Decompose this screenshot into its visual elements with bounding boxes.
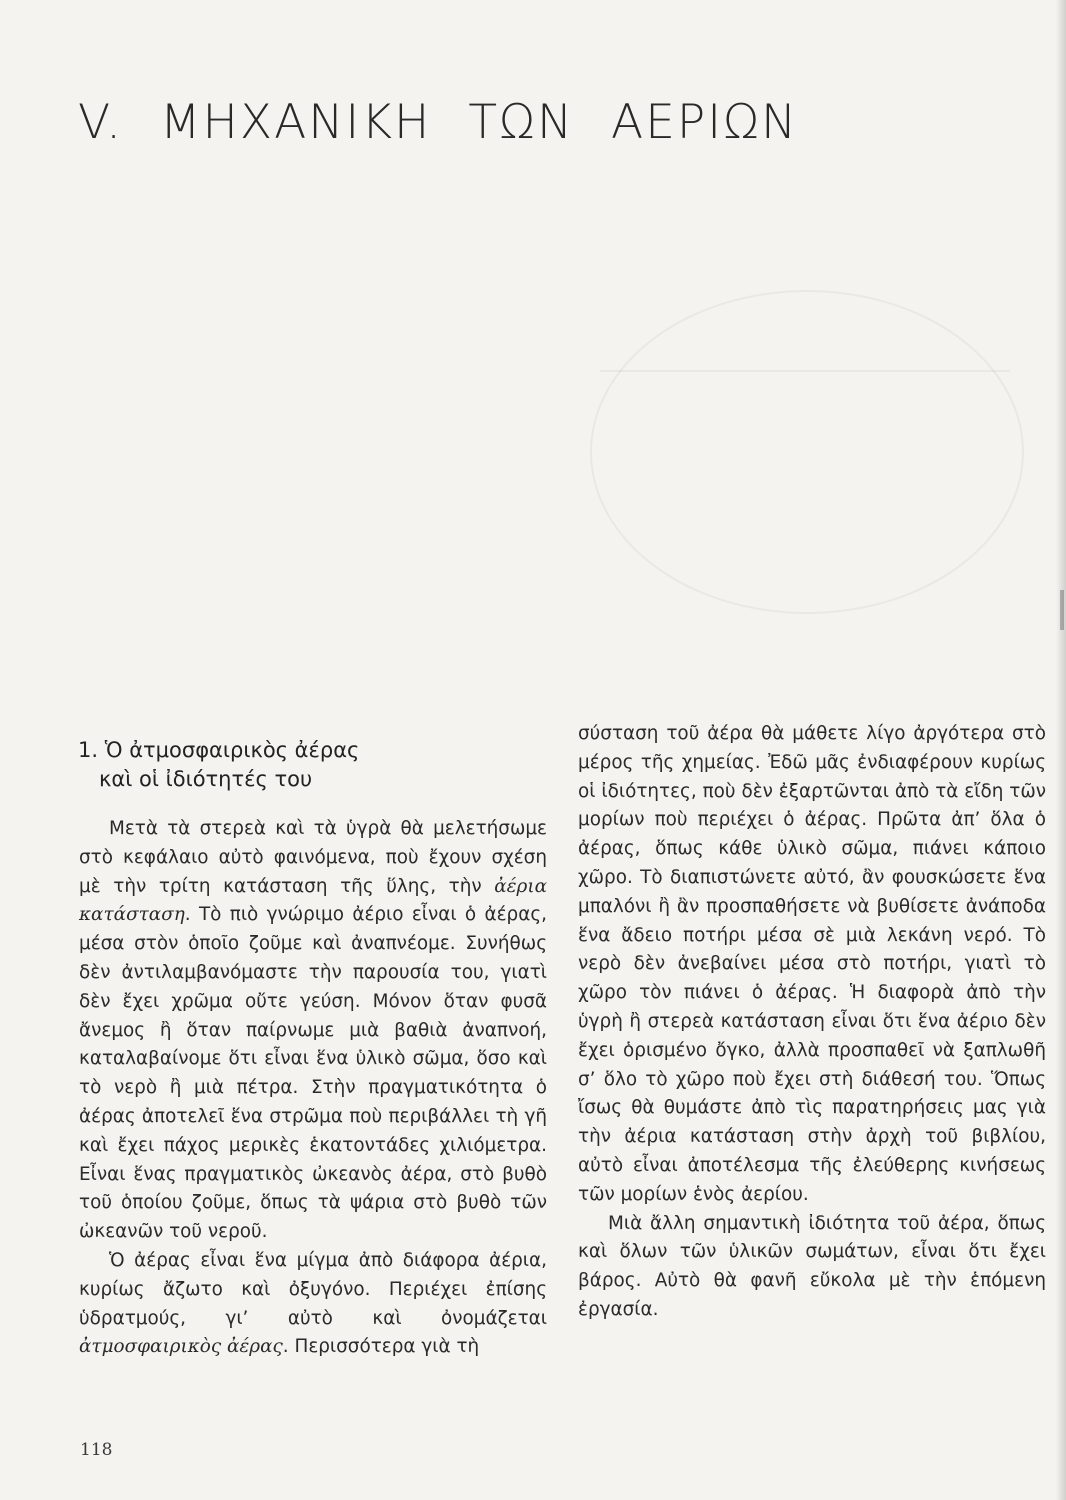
left-p2-text-a: Ὁ ἀέρας εἶναι ἕνα μίγμα ἀπὸ διάφορα ἀέρια, κυρίως ἄζωτο καὶ ὀξυγόνο. Περιέχει ἐπίσης ὑδρατμούς, γι’ αὐτὸ καὶ ὀνομάζεται	[79, 1249, 547, 1329]
term-atmosfairikos-aeras: ἀτμοσφαιρικὸς ἀέρας	[79, 1336, 283, 1358]
section-heading	[78, 736, 548, 794]
left-paragraph-2	[79, 1247, 547, 1362]
left-p1-text-b: . Τὸ πιὸ γνώριμο ἀέριο εἶναι ὁ ἀέρας, μέσα στὸν ὁποῖο ζοῦμε καὶ ἀναπνέομε. Συνήθως δὲν ἀντιλαμβανόμαστε τὴν παρουσία του, γιατὶ δὲν ἔχει χρῶμα οὔτε γεύση. Μόνον ὅταν φυσᾶ ἄνεμος ἢ ὅταν παίρνωμε μιὰ βαθιὰ ἀναπνοή, καταλαβαίνομε ὅτι εἶναι ἕνα ὑλικὸ σῶμα, ὅσο καὶ τὸ νερὸ ἢ μιὰ πέτρα. Στὴν πραγματικότητα ὁ ἀέρας ἀποτελεῖ ἕνα στρῶμα ποὺ περιβάλλει τὴ γῆ καὶ ἔχει πάχος μερικὲς ἑκατοντάδες χιλιόμετρα. Εἶναι ἕνας πραγματικὸς ὠκεανὸς ἀέρα, στὸ βυθὸ τοῦ ὁποίου ζοῦμε, ὅπως τὰ ψάρια στὸ βυθὸ τῶν ὠκεανῶν τοῦ νεροῦ.	[79, 904, 547, 1243]
bleed-through-figure	[590, 290, 1024, 614]
left-column	[79, 815, 547, 1362]
right-paragraph-2: Μιὰ ἄλλη σημαντικὴ ἰδιότητα τοῦ ἀέρα, ὅπως καὶ ὅλων τῶν ὑλικῶν σωμάτων, εἶναι ὅτι ἔχει βάρος. Αὐτὸ θὰ φανῆ εὔκολα μὲ τὴν ἑπόμενη ἐργασία.	[578, 1212, 1046, 1320]
section-heading-line1: 1. Ὁ ἀτμοσφαιρικὸς ἀέρας	[78, 738, 360, 762]
left-paragraph-1	[79, 815, 547, 1247]
right-column	[578, 720, 1046, 1325]
section-heading-line2: καὶ οἱ ἰδιότητές του	[99, 767, 313, 791]
page-number: 118	[80, 1440, 113, 1460]
page-edge-mark	[1060, 590, 1064, 630]
chapter-title: V. ΜΗΧΑΝΙΚΗ ΤΩΝ ΑΕΡΙΩΝ	[78, 95, 799, 150]
page-edge-shadow	[1056, 0, 1066, 1500]
bleed-through-figure-line	[600, 370, 1010, 372]
right-paragraph-1: σύσταση τοῦ ἀέρα θὰ μάθετε λίγο ἀργότερα στὸ μέρος τῆς χημείας. Ἐδῶ μᾶς ἐνδιαφέρουν κυρίως οἱ ἰδιότητες, ποὺ δὲν ἐξαρτῶνται ἀπὸ τὰ εἴδη τῶν μορίων ποὺ περιέχει ὁ ἀέρας. Πρῶτα ἀπ’ ὅλα ὁ ἀέρας, ὅπως κάθε ὑλικὸ σῶμα, πιάνει κάποιο χῶρο. Τὸ διαπιστώνετε αὐτό, ἂν φουσκώσετε ἕνα μπαλόνι ἢ ἂν προσπαθήσετε νὰ βυθίσετε ἀνάποδα ἕνα ἄδειο ποτήρι μέσα σὲ μιὰ λεκάνη νερό. Τὸ νερὸ δὲν ἀνεβαίνει μέσα στὸ ποτήρι, γιατὶ τὸ χῶρο τὸν πιάνει ὁ ἀέρας. Ἡ διαφορὰ ἀπὸ τὴν ὑγρὴ ἢ στερεὰ κατάσταση εἶναι ὅτι ἕνα ἀέριο δὲν ἔχει ὁρισμένο ὄγκο, ἀλλὰ προσπαθεῖ νὰ ξαπλωθῆ σ’ ὅλο τὸ χῶρο ποὺ ἔχει στὴ διάθεσή του. Ὅπως ἴσως θὰ θυμάστε ἀπὸ τὶς παρατηρήσεις μας γιὰ τὴν ἀέρια κατάσταση στὴν ἀρχὴ τοῦ βιβλίου, αὐτὸ εἶναι ἀποτέλεσμα τῆς ἐλεύθερης κινήσεως τῶν μορίων ἑνὸς ἀερίου.	[578, 723, 1046, 1205]
bleed-through-left	[74, 70, 544, 640]
left-p1-text-a: Μετὰ τὰ στερεὰ καὶ τὰ ὑγρὰ θὰ μελετήσωμε στὸ κεφάλαιο αὐτὸ φαινόμενα, ποὺ ἔχουν σχέση μὲ τὴν τρίτη κατάσταση τῆς ὕλης, τὴν	[79, 818, 547, 897]
left-p2-text-b: . Περισσότερα γιὰ τὴ	[282, 1336, 480, 1358]
term-aeria-katastasi: ἀέρια κατάσταση	[79, 875, 547, 926]
